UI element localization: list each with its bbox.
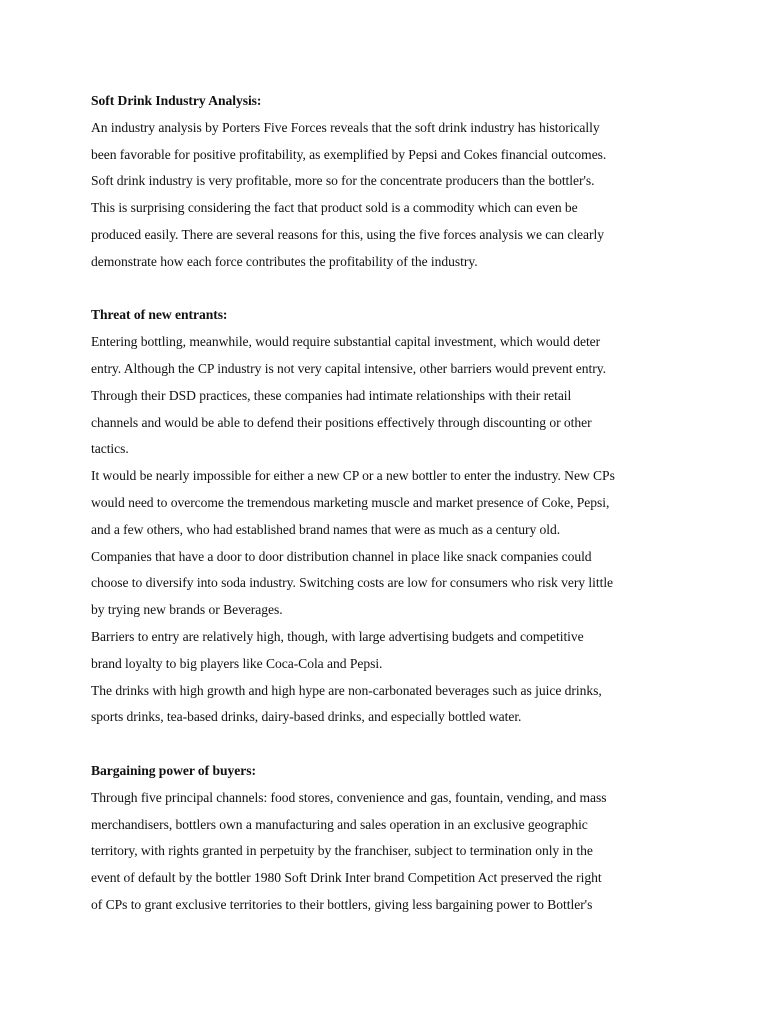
document-page — [91, 88, 691, 919]
body-paragraph — [91, 624, 691, 678]
text-line: This is surprising considering the fact that product sold is a commodity which can even be — [91, 200, 578, 216]
text-line: territory, with rights granted in perpetuity by the franchiser, subject to termination only in the — [91, 843, 593, 859]
section-heading: Soft Drink Industry Analysis: — [91, 93, 262, 108]
text-line: It would be nearly impossible for either a new CP or a new bottler to enter the industry. New CPs — [91, 468, 615, 484]
body-paragraph — [91, 785, 691, 919]
text-line: produced easily. There are several reasons for this, using the five forces analysis we can clearly — [91, 226, 604, 242]
text-line: choose to diversify into soda industry. Switching costs are low for consumers who risk very little — [91, 575, 614, 591]
text-line: been favorable for positive profitability, as exemplified by Pepsi and Cokes financial outcomes. — [91, 146, 607, 162]
text-line: of CPs to grant exclusive territories to their bottlers, giving less bargaining power to Bottler's — [91, 896, 593, 912]
text-line: The drinks with high growth and high hype are non-carbonated beverages such as juice drinks, — [91, 682, 602, 698]
text-line: Barriers to entry are relatively high, though, with large advertising budgets and competitive — [91, 628, 584, 644]
text-line: would need to overcome the tremendous marketing muscle and market presence of Coke, Pepsi, — [91, 494, 610, 510]
body-paragraph — [91, 329, 691, 463]
text-line: event of default by the bottler 1980 Soft Drink Inter brand Competition Act preserved the right — [91, 870, 602, 886]
body-paragraph — [91, 678, 691, 732]
document-section — [91, 88, 691, 276]
text-line: entry. Although the CP industry is not very capital intensive, other barriers would prevent entry. — [91, 360, 606, 376]
section-heading: Bargaining power of buyers: — [91, 762, 256, 778]
text-line: Entering bottling, meanwhile, would require substantial capital investment, which would deter — [91, 334, 601, 350]
section-heading: Threat of new entrants: — [91, 307, 228, 323]
section-spacer — [91, 731, 691, 758]
text-line: by trying new brands or Beverages. — [91, 602, 283, 618]
body-paragraph — [91, 463, 691, 624]
text-line: sports drinks, tea-based drinks, dairy-based drinks, and especially bottled water. — [91, 709, 522, 725]
text-line: Companies that have a door to door distribution channel in place like snack companies could — [91, 548, 592, 564]
text-line: and a few others, who had established brand names that were as much as a century old. — [91, 521, 561, 537]
text-line: channels and would be able to defend their positions effectively through discounting or other — [91, 414, 592, 430]
document-section — [91, 758, 691, 919]
text-line: An industry analysis by Porters Five Forces reveals that the soft drink industry has historically — [91, 119, 600, 135]
text-line: Through five principal channels: food stores, convenience and gas, fountain, vending, and mass — [91, 789, 607, 805]
document-section — [91, 302, 691, 731]
text-line: Through their DSD practices, these companies had intimate relationships with their retail — [91, 387, 572, 403]
text-line: Soft drink industry is very profitable, more so for the concentrate producers than the bottler's. — [91, 173, 595, 189]
text-line: demonstrate how each force contributes the profitability of the industry. — [91, 253, 478, 269]
text-line: brand loyalty to big players like Coca-Cola and Pepsi. — [91, 655, 383, 671]
text-line: merchandisers, bottlers own a manufacturing and sales operation in an exclusive geographic — [91, 816, 588, 832]
text-line: tactics. — [91, 441, 129, 457]
body-paragraph — [91, 115, 691, 276]
section-spacer — [91, 276, 691, 303]
